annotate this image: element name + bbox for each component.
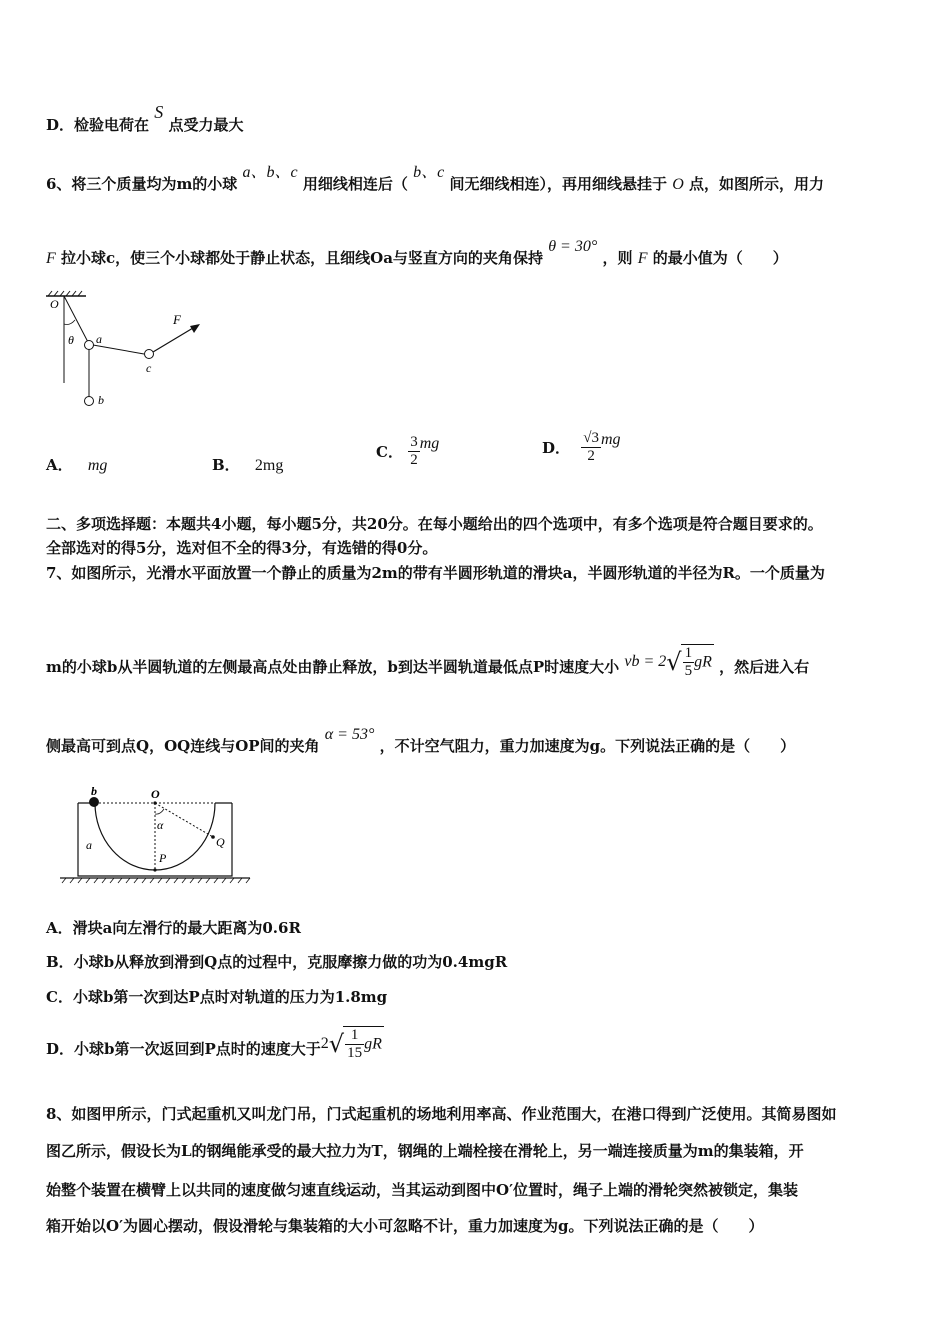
point-o (153, 801, 156, 804)
q6-option-c: C． $\frac{3}{2}$ mg (376, 434, 440, 468)
q6-stem-line2: F 拉小球c，使三个小球都处于静止状态，且细线Oa与竖直方向的夹角保持 θ = 30° ，则 F 的最小值为（ ） (46, 238, 788, 267)
label-b: b (91, 786, 97, 798)
q6-option-d: D． $\frac{√3}{2}$ mg (542, 430, 621, 464)
q6-option-b: B． 2mg (212, 456, 284, 474)
label-c: c (146, 361, 152, 375)
force-f-arrowhead (190, 324, 200, 333)
sqrt-radicand: $\frac{1}{5}$ gR (681, 644, 714, 680)
ball-b (85, 397, 94, 406)
label-a: a (86, 838, 92, 852)
label-o: O (151, 787, 160, 801)
q7-figure (58, 786, 258, 890)
q7-option-b: B．小球b从释放到滑到Q点的过程中，克服摩擦力做的功为0.4mgR (46, 953, 508, 971)
label-alpha: α (157, 818, 164, 832)
q6-figure (40, 288, 210, 418)
ground-hatch (62, 878, 250, 883)
ball-c (145, 350, 154, 359)
q6-option-a: A． mg (46, 456, 108, 474)
label-p: P (159, 851, 167, 865)
fraction: $\frac{1}{15}$ (347, 1027, 363, 1061)
q8-stem-line1: 8、如图甲所示，门式起重机又叫龙门吊，门式起重机的场地利用率高、作业范围大，在港口得到广泛使用。其简易图如 (46, 1105, 837, 1123)
q7-option-d: D．小球b第一次返回到P点时的速度大于2√ $\frac{1}{15}$ gR (46, 1027, 382, 1061)
label-a: a (96, 332, 102, 346)
force-f-arrow (153, 325, 198, 352)
ball-b (89, 797, 99, 807)
q7-stem-line1: 7、如图所示，光滑水平面放置一个静止的质量为2m的带有半圆形轨道的滑块a，半圆形轨道的半径为R。一个质量为 (46, 564, 825, 582)
section2-heading-line2: 全部选对的得5分，选对但不全的得3分，有选错的得0分。 (46, 539, 438, 557)
q6-stem-line1: 6、将三个质量均为m的小球 a、b、c 用细线相连后（ b、c 间无细线相连），再用细线悬挂于 O 点，如图所示，用力 (46, 164, 825, 193)
q7-option-a: A．滑块a向左滑行的最大距离为0.6R (46, 919, 301, 937)
point-p (153, 868, 156, 871)
label-theta: θ (68, 333, 74, 347)
alpha-arc (155, 809, 164, 814)
theta-arc (64, 320, 75, 325)
sqrt-sign: √ (666, 648, 682, 676)
q7-stem-line3: 侧最高可到点Q，OQ连线与OP间的夹角 α = 53° ，不计空气阻力，重力加速度为g。下列说法正确的是（ ） (46, 726, 796, 755)
q7-stem-line2: m的小球b从半圆轨道的左侧最高点处由静止释放，b到达半圆轨道最低点P时速度大小 vb = 2√ $\frac{1}{5}$ gR ，然后进入右 (46, 645, 810, 679)
q5-option-d: D．检验电荷在 S 点受力最大 (46, 102, 244, 134)
string-ac (93, 345, 144, 354)
fraction: $\frac{1}{5}$ (684, 645, 693, 679)
sqrt-radicand: $\frac{1}{15}$ gR (343, 1026, 384, 1062)
q7-option-c: C．小球b第一次到达P点时对轨道的压力为1.8mg (46, 988, 388, 1006)
section2-heading-line1: 二、多项选择题：本题共4小题，每小题5分，共20分。在每小题给出的四个选项中，有多个选项是符合题目要求的。 (46, 515, 823, 533)
label-q: Q (216, 835, 225, 849)
point-q (211, 835, 215, 839)
sqrt-sign: √ (328, 1030, 345, 1058)
q8-stem-line4: 箱开始以O′为圆心摆动，假设滑轮与集装箱的大小可忽略不计，重力加速度为g。下列说法正确的是（ ） (46, 1217, 764, 1235)
q8-stem-line2: 图乙所示，假设长为L的钢绳能承受的最大拉力为T，钢绳的上端栓接在滑轮上，另一端连接质量为m的集装箱，开 (46, 1142, 804, 1160)
ball-a (85, 341, 94, 350)
label-o: O (50, 297, 59, 311)
label-b: b (98, 393, 104, 407)
fraction: $\frac{3}{2}$ (410, 434, 418, 468)
fraction: $\frac{√3}{2}$ (583, 430, 599, 464)
line-oq (155, 803, 213, 837)
label-f: F (173, 312, 181, 327)
q8-stem-line3: 始整个装置在横臂上以共同的速度做匀速直线运动，当其运动到图中O′位置时，绳子上端的滑轮突然被锁定，集装 (46, 1181, 799, 1199)
